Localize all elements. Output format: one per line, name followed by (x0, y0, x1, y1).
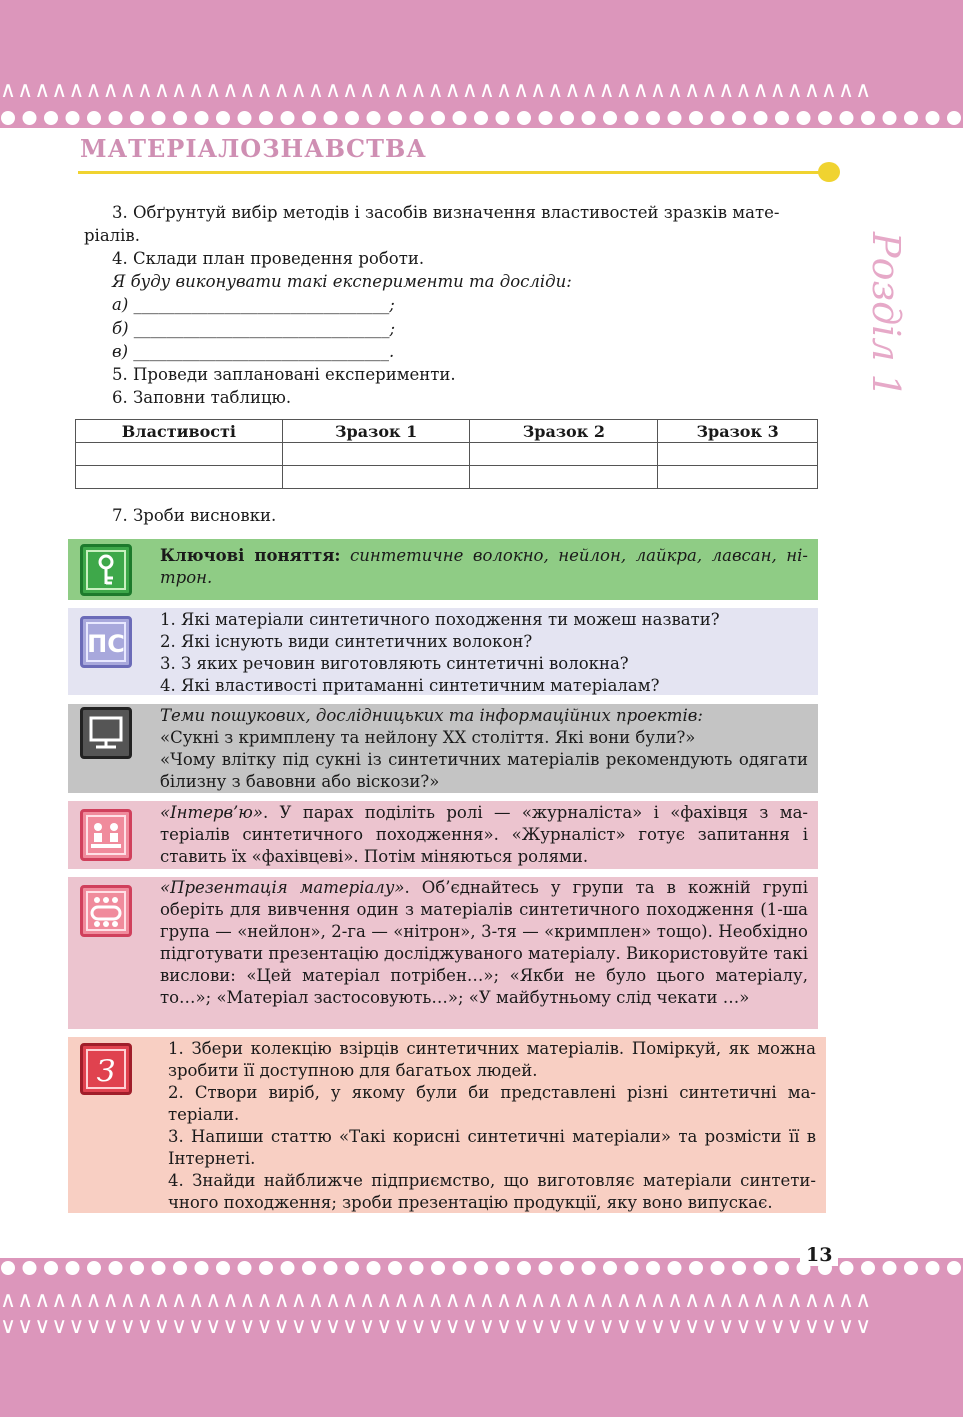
scallop-oval (130, 111, 144, 125)
scallop-oval (560, 111, 574, 125)
key-concepts-box (68, 539, 818, 600)
column-header: Зразок 1 (282, 420, 470, 443)
scallop-oval (367, 1261, 381, 1275)
question-item: 2. Які існують види синтетичних волокон? (160, 632, 533, 651)
scallop-oval (646, 1261, 660, 1275)
interview-box (68, 801, 818, 869)
interview-icon (80, 809, 132, 861)
question-item: 1. Які матеріали синтетичного походження ти можеш назвати? (160, 610, 720, 629)
table-cell (658, 466, 818, 489)
scallop-oval (625, 1261, 639, 1275)
scallop-oval (130, 1261, 144, 1275)
scallop-oval (883, 111, 897, 125)
step-5: 5. Проведи заплановані експерименти. (112, 365, 456, 384)
scallop-oval (539, 111, 553, 125)
svg-text:З: З (96, 1054, 116, 1089)
scallop-oval (431, 111, 445, 125)
scallop-oval (152, 111, 166, 125)
scallop-oval (603, 1261, 617, 1275)
project-topic: «Чому влітку під сукні із синтетичних матеріалів рекомендують одягати білизну з бавовни або віскози?» (160, 750, 808, 791)
key-concepts-label: Ключові поняття: (160, 546, 341, 565)
scallop-oval (152, 1261, 166, 1275)
properties-table (75, 419, 818, 489)
homework-item: 4. Знайди найближче підприємство, що виготовляє матеріали синтетичного походження; зроби презентацію продукції, яку воно випускає. (168, 1171, 816, 1212)
scallop-oval (324, 1261, 338, 1275)
scallop-oval (388, 1261, 402, 1275)
scallop-oval (668, 111, 682, 125)
homework-box (68, 1037, 826, 1213)
scallop-oval (195, 111, 209, 125)
table-header-row (76, 420, 818, 443)
scallop-oval (238, 1261, 252, 1275)
scallop-oval (302, 1261, 316, 1275)
scallop-oval (195, 1261, 209, 1275)
scallop-oval (324, 111, 338, 125)
scallop-oval (345, 1261, 359, 1275)
scallop-oval (625, 111, 639, 125)
scallop-oval (689, 111, 703, 125)
table-cell (76, 466, 283, 489)
scallop-oval (238, 111, 252, 125)
table-cell (282, 443, 470, 466)
column-header: Зразок 3 (658, 420, 818, 443)
title-rule (78, 171, 830, 174)
table-cell (470, 466, 658, 489)
scallop-oval (302, 111, 316, 125)
scallop-oval (947, 111, 961, 125)
scallop-oval (668, 1261, 682, 1275)
step-4: 4. Склади план проведення роботи. (112, 249, 425, 268)
scallop-oval (775, 1261, 789, 1275)
scallop-oval (732, 1261, 746, 1275)
plan-line-a: а) _______________________________; (112, 295, 395, 314)
scallop-oval (582, 1261, 596, 1275)
table-cell (470, 443, 658, 466)
scallop-oval (711, 1261, 725, 1275)
presentation-box (68, 877, 818, 1029)
scallop-oval (281, 111, 295, 125)
key-icon (80, 544, 132, 596)
scallop-oval (517, 1261, 531, 1275)
zigzag-ornament: ∧∧∧∧∧∧∧∧∧∧∧∧∧∧∧∧∧∧∧∧∧∧∧∧∧∧∧∧∧∧∧∧∧∧∧∧∧∧∧∧∧∧∧∧∧∧∧∧∧∧∧ (0, 1288, 873, 1313)
scallop-oval (474, 111, 488, 125)
key-concepts-text: синтетичне волокно, нейлон, лайкра, лавсан, нітрон. (160, 546, 808, 587)
scallop-oval (345, 111, 359, 125)
scallop-oval (861, 1261, 875, 1275)
scallop-oval (732, 111, 746, 125)
homework-item: 3. Напиши статтю «Такі корисні синтетичні матеріали» та розмісти її в Інтернеті. (168, 1127, 816, 1168)
project-topic: «Сукні з кримплену та нейлону XX століття. Які вони були?» (160, 728, 696, 747)
scallop-oval (474, 1261, 488, 1275)
questions-box (68, 608, 818, 695)
scallop-oval (646, 111, 660, 125)
scallop-oval (754, 1261, 768, 1275)
scallop-oval (453, 1261, 467, 1275)
scallop-oval (539, 1261, 553, 1275)
scallop-oval (840, 1261, 854, 1275)
scallop-oval (711, 111, 725, 125)
plan-line-c: в) _______________________________. (112, 342, 395, 361)
scallop-oval (754, 111, 768, 125)
scallop-oval (904, 111, 918, 125)
bottom-decorative-band (0, 1258, 963, 1417)
scallop-oval (926, 111, 940, 125)
scallop-oval (582, 111, 596, 125)
scallop-oval (496, 1261, 510, 1275)
scallop-oval (689, 1261, 703, 1275)
scallop-oval (66, 1261, 80, 1275)
top-decorative-band (0, 0, 963, 128)
interview-text: . У парах поділіть ролі — «журналіста» і «фахівця з матеріалів синтетичного походження». «Журналіст» готує запитання і ставить їх «фахівцеві». Потім міняються ролями. (160, 803, 808, 866)
scallop-oval (775, 111, 789, 125)
scallop-oval (216, 1261, 230, 1275)
scallop-oval (818, 111, 832, 125)
scallop-oval (66, 111, 80, 125)
title-dot (818, 162, 840, 182)
computer-icon (80, 707, 132, 759)
scallop-oval (603, 111, 617, 125)
question-item: 3. З яких речовин виготовляють синтетичні волокна? (160, 654, 629, 673)
projects-box (68, 704, 818, 793)
scallop-oval (883, 1261, 897, 1275)
scallop-oval (840, 111, 854, 125)
interview-title: «Інтерв’ю» (160, 803, 263, 822)
presentation-title: «Презентація матеріалу» (160, 878, 405, 897)
scallop-oval (1, 1261, 15, 1275)
homework-icon (80, 1043, 132, 1095)
column-header: Властивості (76, 420, 283, 443)
scallop-oval (1, 111, 15, 125)
table-cell (76, 443, 283, 466)
scallop-border (0, 108, 963, 128)
scallop-oval (797, 111, 811, 125)
scallop-oval (496, 111, 510, 125)
table-cell (282, 466, 470, 489)
questions-icon (80, 616, 132, 668)
svg-text:ПС: ПС (87, 630, 125, 658)
scallop-oval (44, 1261, 58, 1275)
scallop-oval (517, 111, 531, 125)
scallop-oval (259, 1261, 273, 1275)
plan-intro: Я буду виконувати такі експерименти та досліди: (112, 272, 572, 291)
scallop-oval (173, 111, 187, 125)
scallop-oval (861, 111, 875, 125)
zigzag-ornament: ∨∨∨∨∨∨∨∨∨∨∨∨∨∨∨∨∨∨∨∨∨∨∨∨∨∨∨∨∨∨∨∨∨∨∨∨∨∨∨∨∨∨∨∨∨∨∨∨∨∨∨ (0, 1314, 873, 1339)
scallop-oval (947, 1261, 961, 1275)
zigzag-ornament: ∧∧∧∧∧∧∧∧∧∧∧∧∧∧∧∧∧∧∧∧∧∧∧∧∧∧∧∧∧∧∧∧∧∧∧∧∧∧∧∧∧∧∧∧∧∧∧∧∧∧∧ (0, 78, 873, 103)
scallop-oval (216, 111, 230, 125)
scallop-oval (388, 111, 402, 125)
scallop-oval (410, 111, 424, 125)
plan-line-b: б) _______________________________; (112, 319, 396, 338)
scallop-oval (109, 1261, 123, 1275)
scallop-oval (904, 1261, 918, 1275)
scallop-oval (431, 1261, 445, 1275)
step-3: 3. Обґрунтуй вибір методів і засобів визначення властивостей зразків матеріалів. (84, 203, 780, 245)
scallop-oval (87, 1261, 101, 1275)
scallop-oval (44, 111, 58, 125)
homework-item: 2. Створи виріб, у якому були би представлені різні синтетичні матеріали. (168, 1083, 816, 1124)
question-item: 4. Які властивості притаманні синтетичним матеріалам? (160, 676, 660, 695)
column-header: Зразок 2 (470, 420, 658, 443)
step-6: 6. Заповни таблицю. (112, 388, 292, 407)
homework-item: 1. Збери колекцію взірців синтетичних матеріалів. Поміркуй, як можна зробити її доступною для багатьох людей. (168, 1039, 816, 1080)
scallop-oval (560, 1261, 574, 1275)
scallop-oval (173, 1261, 187, 1275)
table-row (76, 466, 818, 489)
chapter-side-label: Розділ 1 (864, 232, 908, 398)
presentation-text: . Об’єднайтесь у групи та в кожній групі оберіть для вивчення один з матеріалів синтетичного походження (1-ша група — «нейлон», 2-га — «нітрон», 3-тя — «кримплен» тощо). Необхідно підготувати презентацію досліджуваного матеріалу. Використовуйте такі вислови: «Цей матеріал потрібен…»; «Якби не було цього матеріалу, то…»; «Матеріал застосовують…»; «У майбутньому слід чекати …» (160, 878, 808, 1007)
scallop-oval (23, 1261, 37, 1275)
scallop-oval (259, 111, 273, 125)
scallop-oval (453, 111, 467, 125)
scallop-oval (410, 1261, 424, 1275)
page-number: 13 (800, 1244, 838, 1266)
step-7: 7. Зроби висновки. (112, 506, 277, 525)
scallop-oval (23, 111, 37, 125)
section-title: МАТЕРІАЛОЗНАВСТВА (80, 134, 427, 163)
scallop-oval (926, 1261, 940, 1275)
scallop-oval (87, 111, 101, 125)
scallop-oval (109, 111, 123, 125)
scallop-oval (367, 111, 381, 125)
group-icon (80, 885, 132, 937)
table-row (76, 443, 818, 466)
table-cell (658, 443, 818, 466)
projects-title: Теми пошукових, дослідницьких та інформаційних проектів: (160, 706, 703, 725)
scallop-oval (281, 1261, 295, 1275)
